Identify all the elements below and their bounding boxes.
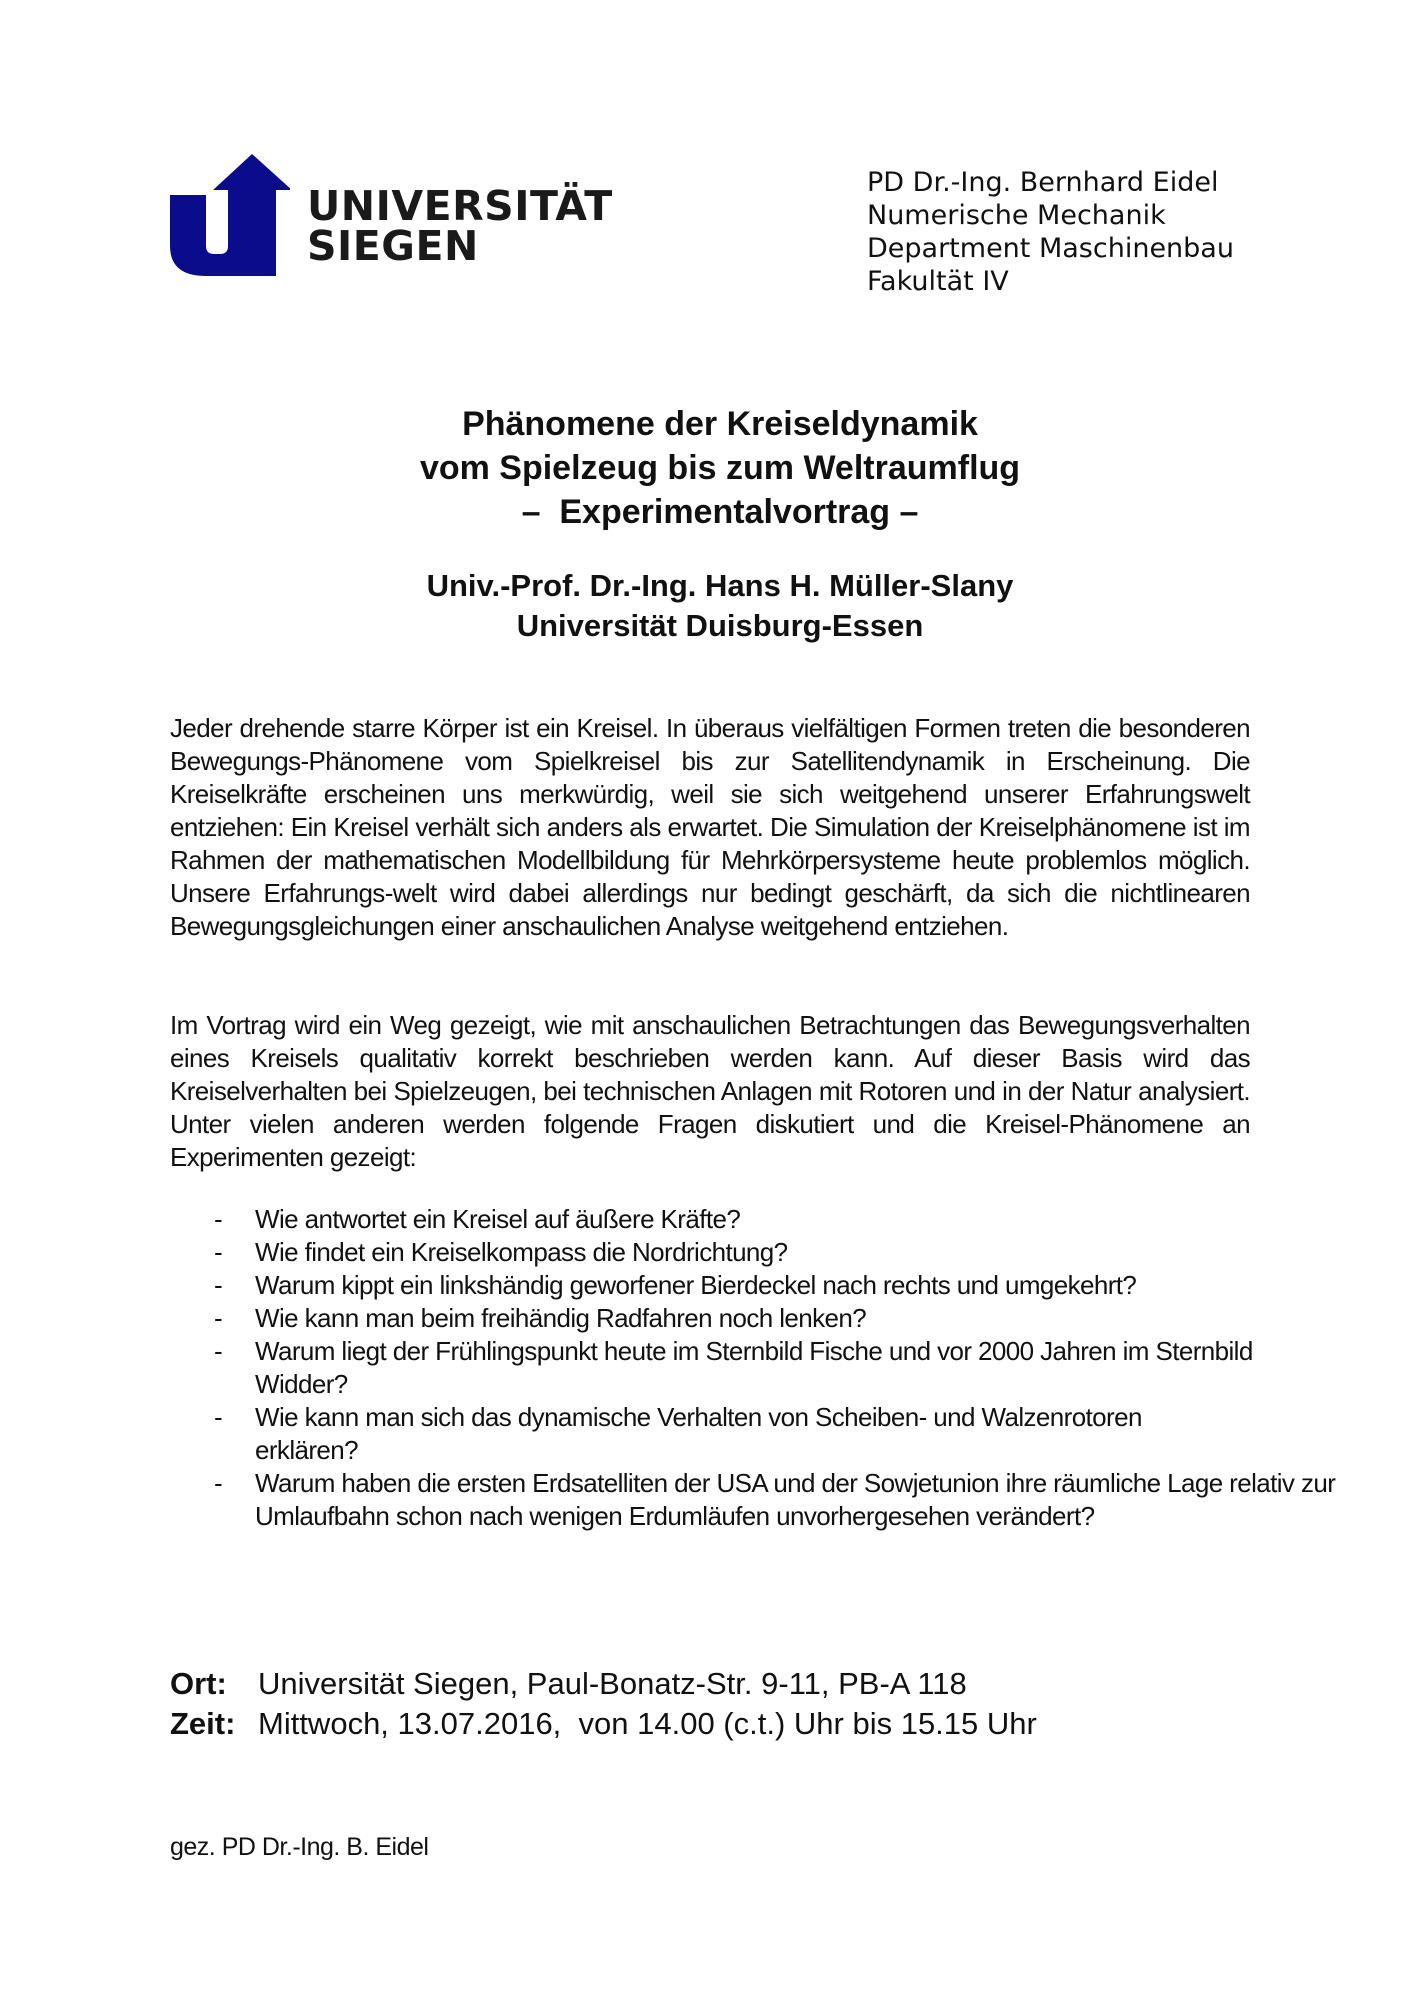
sender-name: PD Dr.-Ing. Bernhard Eidel <box>867 167 1219 198</box>
location-row <box>170 1664 1037 1704</box>
question-text: Wie kann man sich das dynamische Verhalten von Scheiben- und Walzenrotoren erklären? <box>255 1402 1142 1465</box>
question-text: Wie antwortet ein Kreisel auf äußere Kräfte? <box>255 1204 741 1234</box>
time-row <box>170 1704 1037 1744</box>
title-line-3: – Experimentalvortrag – <box>521 493 919 531</box>
siegen-u-arrow-icon <box>170 150 290 280</box>
location-value: Universität Siegen, Paul-Bonatz-Str. 9-11, PB-A 118 <box>258 1666 967 1701</box>
sender-faculty: Fakultät IV <box>867 266 1009 297</box>
event-info <box>170 1664 1037 1744</box>
abstract-paragraph-1: Jeder drehende starre Körper ist ein Kreisel. In überaus vielfältigen Formen treten die besonderen Bewegungs-Phänomene vom Spielkreisel bis zur Satellitendynamik in Erscheinung. Die Kreiselkräfte erscheinen uns merkwürdig, weil sie sich weitgehend unserer Erfahrungswelt entziehen: Ein Kreisel verhält sich anders als erwartet. Die Simulation der Kreiselphänomene ist im Rahmen der mathematischen Modellbildung für Mehrkörpersysteme heute problemlos möglich. Unsere Erfahrungs-welt wird dabei allerdings nur bedingt geschärft, da sich die nichtlinearen Bewegungsgleichungen einer anschaulichen Analyse weitgehend entziehen. <box>170 713 1250 941</box>
bullet-dash: - <box>214 1402 223 1432</box>
time-label: Zeit: <box>170 1706 236 1741</box>
location-label: Ort: <box>170 1666 227 1701</box>
sender-department: Department Maschinenbau <box>867 233 1234 264</box>
bullet-dash: - <box>214 1468 223 1498</box>
list-item <box>170 1335 1255 1401</box>
time-value: Mittwoch, 13.07.2016, von 14.00 (c.t.) Uhr bis 15.15 Uhr <box>258 1706 1037 1741</box>
list-item <box>170 1467 1345 1533</box>
abstract-paragraph-2: Im Vortrag wird ein Weg gezeigt, wie mit anschaulichen Betrachtungen das Bewegungsverhalten eines Kreisels qualitativ korrekt beschrieben werden kann. Auf dieser Basis wird das Kreiselverhalten bei Spielzeugen, bei technischen Anlagen mit Rotoren und in der Natur analysiert. Unter vielen anderen werden folgende Fragen diskutiert und die Kreisel-Phänomene an Experimenten gezeigt: <box>170 1010 1250 1172</box>
bullet-dash: - <box>214 1303 223 1333</box>
sender-address-block <box>867 166 1234 298</box>
question-text: Wie findet ein Kreiselkompass die Nordrichtung? <box>255 1237 788 1267</box>
question-text: Warum liegt der Frühlingspunkt heute im Sternbild Fische und vor 2000 Jahren im Sternbild Widder? <box>255 1336 1253 1399</box>
questions-list <box>170 1203 1336 1533</box>
logo-line-2: SIEGEN <box>307 222 479 270</box>
speaker-block <box>200 566 1240 646</box>
list-item <box>170 1302 1230 1335</box>
bullet-dash: - <box>214 1237 223 1267</box>
list-item <box>170 1203 1230 1236</box>
sender-group: Numerische Mechanik <box>867 200 1166 231</box>
signature: gez. PD Dr.-Ing. B. Eidel <box>170 1833 429 1861</box>
list-item <box>170 1401 1185 1467</box>
question-text: Warum kippt ein linkshändig geworfener Bierdeckel nach rechts und umgekehrt? <box>255 1270 1137 1300</box>
university-logo <box>170 150 613 280</box>
logo-line-1: UNIVERSITÄT <box>307 182 613 230</box>
speaker-name: Univ.-Prof. Dr.-Ing. Hans H. Müller-Slany <box>426 568 1014 603</box>
list-item <box>170 1269 1205 1302</box>
title-line-2: vom Spielzeug bis zum Weltraumflug <box>419 449 1021 487</box>
bullet-dash: - <box>214 1336 223 1366</box>
bullet-dash: - <box>214 1270 223 1300</box>
bullet-dash: - <box>214 1204 223 1234</box>
title-line-1: Phänomene der Kreiseldynamik <box>462 405 978 443</box>
list-item <box>170 1236 1230 1269</box>
question-text: Wie kann man beim freihändig Radfahren noch lenken? <box>255 1303 867 1333</box>
logo-wordmark <box>307 182 613 270</box>
speaker-affiliation: Universität Duisburg-Essen <box>516 608 924 643</box>
question-text: Warum haben die ersten Erdsatelliten der USA und der Sowjetunion ihre räumliche Lage relativ zur Umlaufbahn schon nach wenigen Erdumläufen unvorhergesehen verändert? <box>255 1468 1336 1531</box>
lecture-title <box>200 402 1240 534</box>
